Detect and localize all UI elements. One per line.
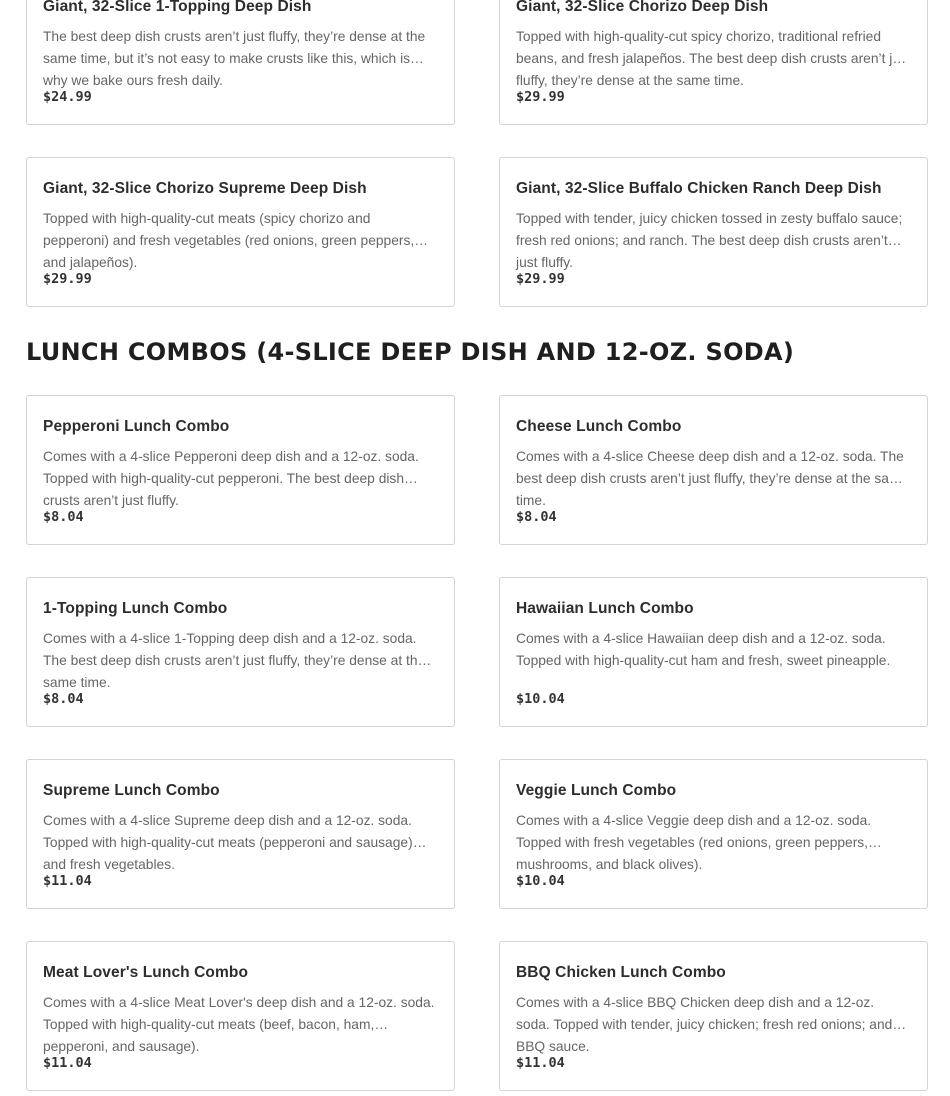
menu-item-price: $10.04	[516, 873, 565, 889]
menu-item-description: Comes with a 4-slice BBQ Chicken deep dish and a 12-oz. soda. Topped with tender, juicy chicken; fresh red onions; and BBQ sauce.	[516, 995, 893, 1054]
menu-item-card[interactable]	[26, 759, 455, 909]
menu-item-price: $11.04	[43, 1055, 92, 1071]
menu-item-price: $29.99	[43, 271, 92, 287]
lunch-combos-grid	[26, 395, 928, 1091]
menu-item-description: Comes with a 4-slice Veggie deep dish and a 12-oz. soda. Topped with fresh vegetables (red onions, green peppers, mushrooms, and black olives).	[516, 813, 872, 872]
menu-item-card[interactable]	[499, 577, 928, 727]
menu-item-name: Hawaiian Lunch Combo	[516, 600, 694, 617]
menu-item-description: The best deep dish crusts aren’t just fluffy, they’re dense at the same time, but it’s not easy to make crusts like this, which is why we bake ours fresh daily.	[43, 29, 426, 88]
menu-item-card[interactable]	[26, 941, 455, 1091]
menu-item-name: Cheese Lunch Combo	[516, 418, 682, 435]
menu-item-description: Topped with high-quality-cut meats (spicy chorizo and pepperoni) and fresh vegetables (red onions, green peppers, and jalapeños).	[43, 211, 415, 270]
menu-item-price: $11.04	[43, 873, 92, 889]
menu-item-description: Topped with tender, juicy chicken tossed in zesty buffalo sauce; fresh red onions; and ranch. The best deep dish crusts aren’t just fluffy.	[516, 211, 903, 270]
menu-item-description: Comes with a 4-slice Meat Lover's deep dish and a 12-oz. soda. Topped with high-quality-cut meats (beef, bacon, ham, pepperoni, and sausage).	[43, 995, 435, 1054]
menu-item-name: Giant, 32-Slice 1-Topping Deep Dish	[43, 0, 312, 15]
menu-item-name: Giant, 32-Slice Buffalo Chicken Ranch Deep Dish	[516, 180, 882, 197]
menu-item-name: 1-Topping Lunch Combo	[43, 600, 228, 617]
menu-item-card[interactable]	[499, 157, 928, 307]
menu-item-description: Comes with a 4-slice Supreme deep dish and a 12-oz. soda. Topped with high-quality-cut meats (pepperoni and sausage) and fresh vegetables.	[43, 813, 413, 872]
menu-item-card[interactable]	[26, 577, 455, 727]
menu-item-card[interactable]	[499, 395, 928, 545]
menu-item-description: Comes with a 4-slice 1-Topping deep dish and a 12-oz. soda. The best deep dish crusts aren’t just fluffy, they’re dense at the same time.	[43, 631, 426, 690]
menu-item-card[interactable]	[26, 157, 455, 307]
menu-item-description: Comes with a 4-slice Hawaiian deep dish and a 12-oz. soda. Topped with high-quality-cut ham and fresh, sweet pineapple.	[516, 631, 891, 668]
menu-item-name: Giant, 32-Slice Chorizo Deep Dish	[516, 0, 769, 15]
menu-item-card[interactable]	[499, 941, 928, 1091]
menu-item-name: Veggie Lunch Combo	[516, 782, 677, 799]
menu-item-price: $29.99	[516, 89, 565, 105]
menu-item-price: $11.04	[516, 1055, 565, 1071]
deep-dish-grid	[26, 0, 928, 307]
menu-item-card[interactable]	[499, 0, 928, 125]
menu-item-description: Topped with high-quality-cut spicy chorizo, traditional refried beans, and fresh jalapeños. The best deep dish crusts aren’t just fluffy, they’re dense at the same time.	[516, 29, 911, 88]
menu-item-name: BBQ Chicken Lunch Combo	[516, 964, 726, 981]
menu-item-price: $10.04	[516, 691, 565, 707]
section-title: LUNCH COMBOS (4-SLICE DEEP DISH AND 12-OZ. SODA)	[26, 338, 795, 366]
menu-item-price: $8.04	[43, 509, 84, 525]
menu-item-name: Supreme Lunch Combo	[43, 782, 220, 799]
menu-item-price: $24.99	[43, 89, 92, 105]
menu-item-price: $8.04	[516, 509, 557, 525]
menu-item-card[interactable]	[499, 759, 928, 909]
menu-item-name: Giant, 32-Slice Chorizo Supreme Deep Dish	[43, 180, 367, 197]
menu-item-card[interactable]	[26, 0, 455, 125]
menu-item-card[interactable]	[26, 395, 455, 545]
menu-item-description: Comes with a 4-slice Pepperoni deep dish and a 12-oz. soda. Topped with high-quality-cut pepperoni. The best deep dish crusts aren’t just fluffy.	[43, 449, 419, 508]
menu-item-price: $29.99	[516, 271, 565, 287]
menu-item-name: Meat Lover's Lunch Combo	[43, 964, 249, 981]
menu-item-price: $8.04	[43, 691, 84, 707]
menu-item-name: Pepperoni Lunch Combo	[43, 418, 230, 435]
menu-item-description: Comes with a 4-slice Cheese deep dish and a 12-oz. soda. The best deep dish crusts aren’t just fluffy, they’re dense at the same time.	[516, 449, 909, 508]
